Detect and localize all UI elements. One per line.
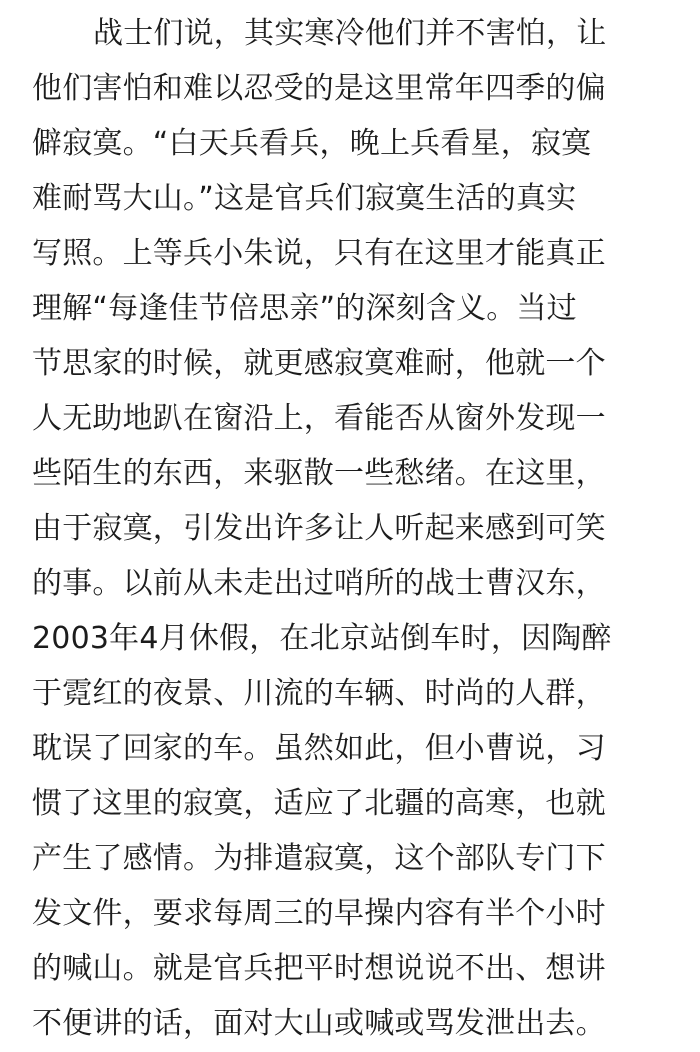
paragraph-line-6: 理解“每逢佳节倍思亲”的深刻含义。当过 (32, 291, 577, 326)
paragraph-line-4: 难耐骂大山。”这是官兵们寂寞生活的真实 (32, 181, 577, 216)
paragraph-line-14: 耽误了回家的车。虽然如此，但小曹说，习 (32, 731, 606, 766)
paragraph-line-13: 于霓红的夜景、川流的车辆、时尚的人群， (32, 676, 606, 711)
paragraph-line-16: 产生了感情。为排遣寂寞，这个部队专门下 (32, 841, 606, 876)
paragraph-line-5: 写照。上等兵小朱说，只有在这里才能真正 (32, 236, 606, 271)
paragraph-line-12: 2003年4月休假，在北京站倒车时，因陶醉 (32, 621, 612, 656)
paragraph-line-2: 他们害怕和难以忍受的是这里常年四季的偏 (32, 71, 606, 106)
paragraph-line-1: 战士们说，其实寒冷他们并不害怕，让 (93, 16, 607, 51)
paragraph-line-19: 不便讲的话，面对大山或喊或骂发泄出去。 (32, 1006, 606, 1041)
paragraph-line-10: 由于寂寞，引发出许多让人听起来感到可笑 (32, 511, 606, 546)
paragraph-line-7: 节思家的时候，就更感寂寞难耐，他就一个 (32, 346, 606, 381)
paragraph-line-11: 的事。以前从未走出过哨所的战士曹汉东， (32, 566, 606, 601)
paragraph-line-15: 惯了这里的寂寞，适应了北疆的高寒，也就 (32, 786, 606, 821)
paragraph-line-3: 僻寂寞。“白天兵看兵，晚上兵看星，寂寞 (32, 126, 592, 161)
paragraph-line-8: 人无助地趴在窗沿上，看能否从窗外发现一 (32, 401, 606, 436)
paragraph-line-17: 发文件，要求每周三的早操内容有半个小时 (32, 896, 606, 931)
paragraph-line-18: 的喊山。就是官兵把平时想说说不出、想讲 (32, 951, 606, 986)
paragraph-line-9: 些陌生的东西，来驱散一些愁绪。在这里， (32, 456, 606, 491)
